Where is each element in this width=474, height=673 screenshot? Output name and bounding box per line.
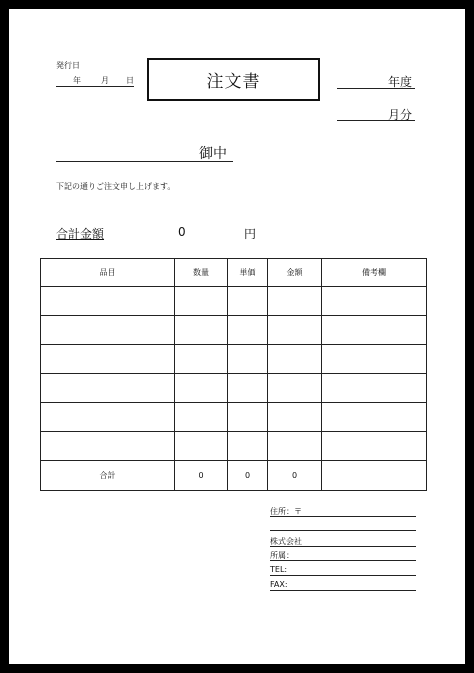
- remarks-cell[interactable]: [322, 432, 427, 461]
- quantity-cell[interactable]: [175, 432, 228, 461]
- document-title: [147, 58, 320, 101]
- address-label: 住所：〒: [270, 507, 302, 516]
- column-header-item: 品目: [41, 259, 175, 287]
- tel-underline: [270, 575, 416, 576]
- issue-date-label: 発行日: [56, 61, 80, 70]
- quantity-cell[interactable]: [175, 345, 228, 374]
- company-label: 株式会社: [270, 537, 302, 546]
- tel-label: TEL:: [270, 565, 288, 574]
- date-year-label: 年: [73, 76, 81, 85]
- table-row: [41, 316, 427, 345]
- remarks-cell[interactable]: [322, 287, 427, 316]
- quantity-cell[interactable]: [175, 287, 228, 316]
- remarks-cell[interactable]: [322, 374, 427, 403]
- remarks-cell[interactable]: [322, 345, 427, 374]
- item-cell[interactable]: [41, 316, 175, 345]
- amount-cell[interactable]: [268, 287, 322, 316]
- amount-cell[interactable]: [268, 374, 322, 403]
- intro-text: 下記の通りご注文申し上げます。: [56, 182, 176, 191]
- unit-price-cell[interactable]: [228, 374, 268, 403]
- table-total-row: [41, 461, 427, 491]
- quantity-cell[interactable]: [175, 316, 228, 345]
- issue-date-underline: [56, 86, 134, 87]
- total-remarks-cell: [322, 461, 427, 491]
- fax-underline: [270, 590, 416, 591]
- order-form-page: [9, 9, 465, 664]
- recipient-honorific: 御中: [199, 146, 227, 162]
- month-part-underline: [337, 120, 415, 121]
- order-items-table: [40, 258, 427, 491]
- table-row: [41, 345, 427, 374]
- amount-cell[interactable]: [268, 316, 322, 345]
- column-header-unit-price: 単価: [228, 259, 268, 287]
- column-header-amount: 金額: [268, 259, 322, 287]
- amount-cell[interactable]: [268, 403, 322, 432]
- item-cell[interactable]: [41, 374, 175, 403]
- date-month-label: 月: [101, 76, 109, 85]
- amount-cell[interactable]: [268, 345, 322, 374]
- amount-cell[interactable]: [268, 432, 322, 461]
- remarks-cell[interactable]: [322, 316, 427, 345]
- unit-price-cell[interactable]: [228, 345, 268, 374]
- fiscal-year-underline: [337, 88, 415, 89]
- table-row: [41, 432, 427, 461]
- remarks-cell[interactable]: [322, 403, 427, 432]
- department-label: 所属：: [270, 551, 294, 560]
- address-second-underline: [270, 530, 416, 531]
- recipient-underline: [56, 161, 233, 162]
- month-part-label: 月分: [388, 108, 413, 122]
- total-amount-currency: 円: [244, 227, 257, 241]
- department-underline: [270, 560, 416, 561]
- quantity-cell[interactable]: [175, 374, 228, 403]
- address-underline: [270, 516, 416, 517]
- table-row: [41, 287, 427, 316]
- total-amount-label: 合計金額: [56, 227, 105, 241]
- item-cell[interactable]: [41, 432, 175, 461]
- unit-price-cell[interactable]: [228, 432, 268, 461]
- item-cell[interactable]: [41, 287, 175, 316]
- fiscal-year-label: 年度: [388, 75, 413, 89]
- unit-price-cell[interactable]: [228, 316, 268, 345]
- company-underline: [270, 546, 416, 547]
- item-cell[interactable]: [41, 403, 175, 432]
- total-amount-value: 0: [178, 225, 186, 239]
- quantity-cell[interactable]: [175, 403, 228, 432]
- date-day-label: 日: [126, 76, 134, 85]
- fax-label: FAX:: [270, 580, 288, 589]
- total-quantity-cell: 0: [175, 461, 228, 491]
- total-unit-price-cell: 0: [228, 461, 268, 491]
- table-header-row: [41, 259, 427, 287]
- column-header-quantity: 数量: [175, 259, 228, 287]
- document-title-text: 注文書: [206, 72, 261, 92]
- table-row: [41, 374, 427, 403]
- unit-price-cell[interactable]: [228, 403, 268, 432]
- table-row: [41, 403, 427, 432]
- item-cell[interactable]: [41, 345, 175, 374]
- total-label-cell: 合計: [41, 461, 175, 491]
- column-header-remarks: 備考欄: [322, 259, 427, 287]
- unit-price-cell[interactable]: [228, 287, 268, 316]
- total-amount-cell: 0: [268, 461, 322, 491]
